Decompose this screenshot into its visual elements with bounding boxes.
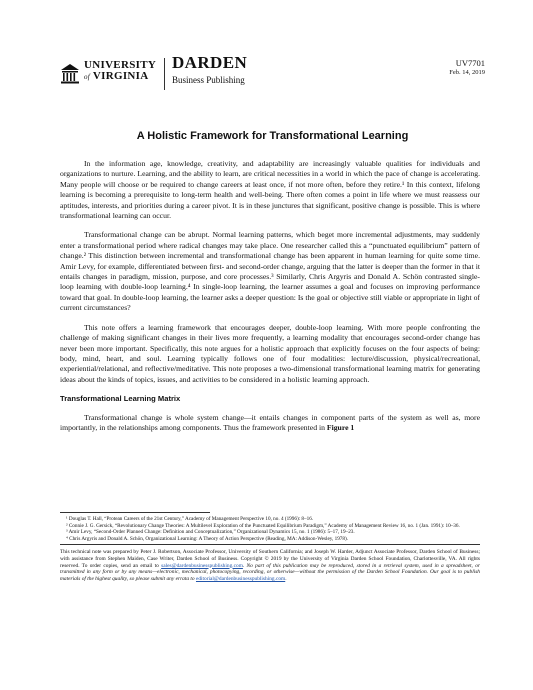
footnotes — [60, 516, 480, 542]
uva-of: of — [84, 73, 91, 81]
logo-divider — [164, 58, 165, 90]
footnote-4: ⁴ Chris Argyris and Donald A. Schön, Organizational Learning: A Theory of Action Perspective (Reading, MA: Addison-Wesley, 1978). — [66, 535, 348, 542]
document-title: A Holistic Framework for Transformational Learning — [136, 130, 409, 142]
note-text-2: . No part of this publication may be reproduced, stored in a retrieval system, used in a spreadsheet, or transmitted in any form or by any means—electronic, mechanical, photocopying, recording, or otherwise—without the permission of the Darden School Foundation. Our goal is to publish materials of the highest quality, so please submit any errata to — [60, 562, 480, 583]
document-header — [60, 50, 485, 100]
paragraph-2: Transformational change can be abrupt. Normal learning patterns, which beget more incremental adjustments, may suddenly enter a transformational period where radical changes may take place. One researcher called this a “punctuated equilibrium” pattern of change.² This distinction between incremental and transformational change has been apparent in human learning for quite some time. Amir Levy, for example, differentiated between first- and second-order change, arguing that the latter is deeper than the former in that it entails changes in paradigm, mission, purpose, and core processes.³ Similarly, Chris Argyris and Donald A. Schön contrasted single-loop learning with double-loop learning.⁴ In single-loop learning, the learner assumes a goal and focuses on improving performance toward that goal. In double-loop learning, the learner asks a deeper question: Is the goal or objective still viable or appropriate in light of current circumstances? — [60, 230, 480, 313]
figure-reference: Figure 1 — [326, 422, 355, 432]
uva-logo — [60, 56, 162, 92]
footnote-3: ³ Amir Levy, “Second-Order Planned Change: Definition and Conceptualization,” Organizational Dynamics 15, no. 1 (1986): 5–17, 19–23. — [66, 529, 355, 536]
case-code: UV7701 — [455, 58, 485, 68]
footnote-rule — [60, 512, 210, 513]
rotunda-icon — [60, 62, 80, 84]
publication-date: Feb. 14, 2019 — [449, 69, 485, 76]
darden-brand: DARDEN — [172, 53, 248, 72]
editorial-email-link[interactable]: editorial@dardenbusinesspublishing.com — [195, 576, 286, 583]
paragraph-3: This note offers a learning framework that encourages deeper, double-loop learning. With more people confronting the challenge of making significant changes in their lives more frequently, a learning modality that encourages second-order change has never been more important. Specifically, this note argues for a holistic approach that explicitly focuses on the four aspects of being: body, mind, heart, and soul. Learning typically follows one of four modalities: lecture/discussion, physical/recreational, experiential/relational, and reflective/meditative. This note proposes a two-dimensional transformational learning matrix for generating ideas about the kinds of topics, issues, and activities to be considered in a holistic learning approach. — [60, 322, 480, 384]
uva-wordmark-line2 — [84, 71, 148, 83]
sales-email-link[interactable]: sales@dardenbusinesspublishing.com — [161, 562, 243, 569]
copyright-rule — [60, 544, 480, 545]
section-paragraph-text: Transformational change is whole system change—it entails changes in component parts of the system as well as, more importantly, in the relationships among components. Thus the framework presented in — [60, 412, 480, 432]
uva-virginia: VIRGINIA — [92, 70, 149, 82]
paragraph-1: In the information age, knowledge, creativity, and adaptability are increasingly valuable qualities for individuals and organizations to nurture. Learning, and the ability to learn, are critical necessities in a world in which the pace of change is accelerating. Many people will choose or be required to change careers at least once, if not more often, before they retire.¹ In this context, lifelong learning is becoming a prerequisite to long-term health and well-being. There often comes a point in life where we must reassess our aptitudes, interests, and priorities during a career pivot. It is in these junctures that significant, positive change is possible. This is where transformational learning can occur. — [60, 159, 480, 221]
note-text-1: This technical note was prepared by Peter J. Robertson, Associate Professor, University of Southern California; and Joseph W. Harder, Adjunct Associate Professor, Darden School of Business; with assistance from Stephen Maiden, Case Writer, Darden School of Business. Copyright © 2019 by the University of Virginia Darden School Foundation, Charlottesville, VA. All rights reserved. To order copies, send an email to — [60, 549, 480, 569]
note-text-3: . — [285, 576, 287, 583]
copyright-note — [60, 549, 480, 583]
document-body — [60, 159, 480, 442]
footnote-1: ¹ Douglas T. Hall, “Protean Careers of the 21st Century,” Academy of Management Perspective 10, no. 4 (1996): 8–16. — [66, 516, 314, 522]
section-paragraph — [60, 413, 480, 434]
footnote-2: ² Connie J. G. Gersick, “Revolutionary Change Theories: A Multilevel Exploration of the Punctuated Equilibrium Paradigm,” Academy of Management Review 16, no. 1 (Jan. 1991): 10–36. — [66, 522, 460, 529]
uva-wordmark-line1: UNIVERSITY — [84, 59, 157, 71]
section-heading: Transformational Learning Matrix — [60, 394, 181, 404]
darden-brand-sub: Business Publishing — [172, 75, 245, 85]
